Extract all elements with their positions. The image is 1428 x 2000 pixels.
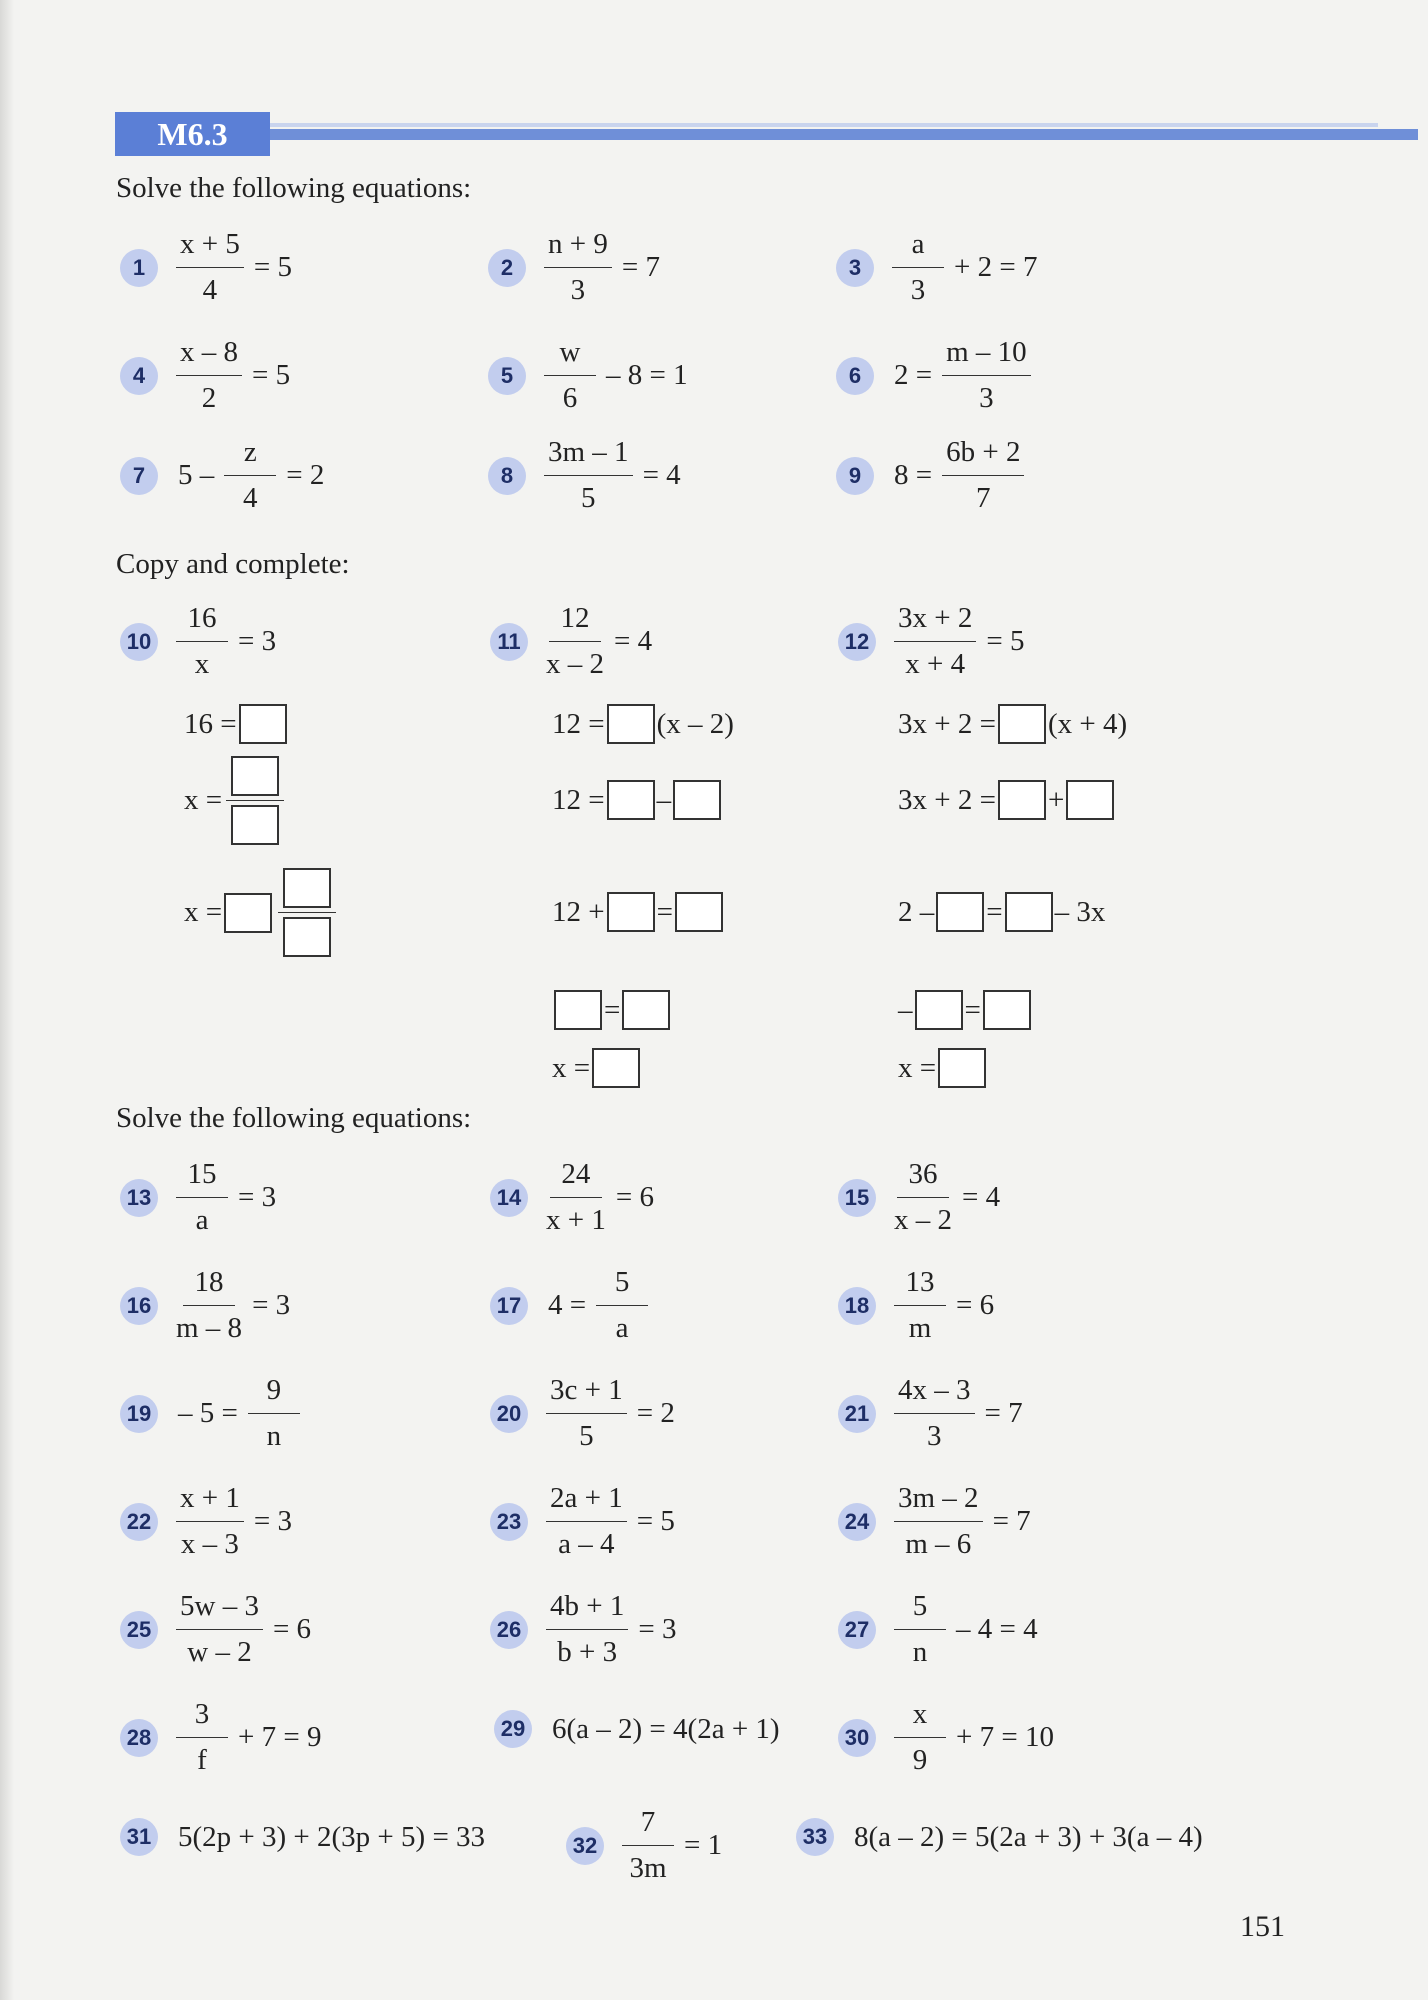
step-text: x =: [184, 784, 223, 816]
numerator: 5: [596, 1266, 648, 1306]
numerator: 18: [183, 1266, 235, 1306]
answer-box[interactable]: [607, 892, 655, 932]
question-2: [488, 228, 666, 307]
fraction: [176, 602, 228, 681]
fraction: [892, 228, 944, 307]
q12-step-5: [898, 1048, 988, 1088]
question-number: 24: [838, 1503, 876, 1541]
denominator: m – 8: [176, 1312, 243, 1344]
fraction: [546, 602, 604, 681]
answer-box[interactable]: [675, 892, 723, 932]
question-number: 17: [490, 1287, 528, 1325]
fraction: [176, 336, 242, 415]
question-number: 29: [494, 1710, 532, 1748]
denominator: 3: [979, 382, 994, 414]
numerator: x – 8: [176, 336, 242, 376]
q11-step-1: [552, 704, 734, 744]
q12-step-2: [898, 780, 1116, 820]
step-text: x =: [184, 896, 223, 928]
q11-step-3: [552, 892, 725, 932]
answer-box[interactable]: [983, 990, 1031, 1030]
question-27: [838, 1590, 1044, 1669]
question-number: 27: [838, 1611, 876, 1649]
section-header-bar-highlight: [268, 123, 1378, 127]
question-15: [838, 1158, 1006, 1237]
denominator: 6: [562, 382, 578, 414]
rhs: + 7 = 9: [238, 1721, 322, 1753]
question-number: 4: [120, 357, 158, 395]
question-4: [120, 336, 296, 415]
fraction: [894, 602, 976, 681]
fraction: [894, 1482, 983, 1561]
question-3: [836, 228, 1043, 307]
fraction: [176, 1158, 228, 1237]
fraction: [894, 1698, 946, 1777]
numerator: 3m – 2: [894, 1482, 983, 1522]
fraction-bar: [278, 912, 336, 913]
question-26: [490, 1590, 682, 1669]
answer-box-denominator[interactable]: [283, 917, 331, 957]
denominator: 7: [976, 482, 991, 514]
numerator: a: [892, 228, 944, 268]
denominator: x + 1: [546, 1204, 606, 1236]
denominator: 3: [570, 274, 586, 306]
answer-box[interactable]: [1005, 892, 1053, 932]
rhs: = 7: [984, 1397, 1023, 1429]
fraction: [596, 1266, 648, 1345]
numerator: 24: [550, 1158, 602, 1198]
question-28: [120, 1698, 327, 1777]
operator: =: [656, 895, 673, 928]
answer-box[interactable]: [592, 1048, 640, 1088]
q10-step-2: [184, 756, 288, 845]
question-number: 31: [120, 1818, 158, 1856]
fraction: [894, 1590, 946, 1669]
fraction: [942, 436, 1024, 515]
q12-step-4: [898, 990, 1033, 1030]
fraction: [546, 1482, 627, 1561]
question-7: [120, 436, 330, 515]
question-24: [838, 1482, 1037, 1561]
denominator: a: [195, 1204, 209, 1236]
rhs: = 7: [621, 251, 660, 283]
question-number: 19: [120, 1395, 158, 1433]
question-20: [490, 1374, 681, 1453]
answer-box[interactable]: [554, 990, 602, 1030]
denominator: m – 6: [905, 1528, 972, 1560]
denominator: 9: [912, 1744, 928, 1776]
step-text: 3x + 2 =: [898, 783, 996, 816]
fraction: [544, 228, 612, 307]
answer-box[interactable]: [607, 704, 655, 744]
numerator: x + 5: [176, 228, 244, 268]
question-32: [566, 1806, 728, 1885]
numerator: 7: [622, 1806, 674, 1846]
question-5: [488, 336, 694, 415]
denominator: n: [266, 1420, 282, 1452]
numerator: 6b + 2: [942, 436, 1024, 476]
q11-step-2: [552, 780, 723, 820]
denominator: 4: [243, 482, 258, 514]
heading-solve-1: Solve the following equations:: [116, 172, 472, 204]
question-number: 8: [488, 457, 526, 495]
box-fraction: [226, 756, 284, 845]
answer-box[interactable]: [622, 990, 670, 1030]
denominator: 3: [927, 1420, 942, 1452]
denominator: b + 3: [557, 1636, 618, 1668]
rhs: = 6: [956, 1289, 995, 1321]
operator: +: [1047, 783, 1065, 816]
numerator: 4b + 1: [546, 1590, 628, 1630]
step-text: (x + 4): [1047, 707, 1128, 740]
section-header-bar: [268, 129, 1418, 140]
page-gutter-shadow: [0, 0, 14, 2000]
fraction: [176, 1482, 244, 1561]
question-number: 10: [120, 623, 158, 661]
numerator: 12: [549, 602, 601, 642]
section-code: M6.3: [115, 112, 270, 156]
question-number: 22: [120, 1503, 158, 1541]
denominator: 2: [201, 382, 217, 414]
question-17: [490, 1266, 652, 1345]
numerator: 3x + 2: [894, 602, 976, 642]
box-fraction: [278, 868, 336, 957]
question-number: 16: [120, 1287, 158, 1325]
question-number: 3: [836, 249, 874, 287]
q12-step-3: [898, 892, 1105, 932]
question-31: [120, 1818, 491, 1856]
denominator: 3: [910, 274, 926, 306]
question-18: [838, 1266, 1000, 1345]
q12-step-1: [898, 704, 1127, 744]
question-number: 25: [120, 1611, 158, 1649]
step-text: x =: [552, 1051, 591, 1084]
question-23: [490, 1482, 681, 1561]
answer-box[interactable]: [936, 892, 984, 932]
operator: =: [964, 993, 981, 1026]
rhs: = 5: [986, 625, 1025, 657]
lhs: – 5 =: [178, 1397, 238, 1429]
question-number: 23: [490, 1503, 528, 1541]
answer-box-denominator[interactable]: [231, 805, 279, 845]
denominator: a – 4: [558, 1528, 615, 1560]
numerator: 15: [176, 1158, 228, 1198]
step-text: 12 +: [552, 895, 605, 928]
question-number: 21: [838, 1395, 876, 1433]
fraction: [894, 1266, 946, 1345]
operator: =: [604, 993, 621, 1026]
step-text: – 3x: [1054, 895, 1106, 928]
q11-step-4: [552, 990, 672, 1030]
rhs: = 4: [642, 459, 681, 491]
rhs: = 4: [614, 625, 653, 657]
question-number: 1: [120, 249, 158, 287]
step-text: 16 =: [184, 707, 237, 740]
question-number: 15: [838, 1179, 876, 1217]
numerator: 2a + 1: [546, 1482, 627, 1522]
lhs: 4 =: [548, 1289, 587, 1321]
lhs: 2 =: [894, 359, 933, 391]
denominator: n: [912, 1636, 928, 1668]
answer-box[interactable]: [1066, 780, 1114, 820]
question-number: 2: [488, 249, 526, 287]
answer-box[interactable]: [673, 780, 721, 820]
answer-box[interactable]: [915, 990, 963, 1030]
equation: 8(a – 2) = 5(2a + 3) + 3(a – 4): [854, 1820, 1203, 1853]
operator: –: [898, 993, 913, 1026]
fraction: [176, 1590, 263, 1669]
question-10: [120, 602, 282, 681]
denominator: 5: [579, 1420, 594, 1452]
rhs: = 3: [238, 1181, 277, 1213]
numerator: n + 9: [544, 228, 612, 268]
rhs: = 7: [992, 1505, 1031, 1537]
denominator: x + 4: [905, 648, 966, 680]
question-number: 12: [838, 623, 876, 661]
question-19: [120, 1374, 304, 1453]
denominator: a: [615, 1312, 629, 1344]
rhs: = 4: [962, 1181, 1001, 1213]
question-33: [796, 1818, 1209, 1856]
question-16: [120, 1266, 296, 1345]
rhs: – 8 = 1: [606, 359, 688, 391]
equation: 6(a – 2) = 4(2a + 1): [552, 1712, 780, 1745]
question-number: 7: [120, 457, 158, 495]
denominator: x – 2: [894, 1204, 952, 1236]
operator: =: [986, 895, 1003, 928]
step-text: 3x + 2 =: [898, 707, 996, 740]
question-number: 13: [120, 1179, 158, 1217]
answer-box[interactable]: [239, 704, 287, 744]
question-21: [838, 1374, 1029, 1453]
heading-solve-2: Solve the following equations:: [116, 1102, 472, 1134]
answer-box[interactable]: [998, 780, 1046, 820]
numerator: 5: [894, 1590, 946, 1630]
rhs: = 6: [272, 1613, 312, 1645]
question-number: 9: [836, 457, 874, 495]
fraction: [176, 228, 244, 307]
numerator: m – 10: [942, 336, 1031, 376]
question-number: 5: [488, 357, 526, 395]
denominator: x: [194, 648, 210, 680]
step-text: x =: [898, 1051, 937, 1084]
numerator: x + 1: [176, 1482, 244, 1522]
rhs: = 3: [252, 1289, 291, 1321]
rhs: = 3: [238, 625, 277, 657]
fraction: [894, 1158, 952, 1237]
fraction: [544, 336, 596, 415]
question-30: [838, 1698, 1060, 1777]
rhs: = 5: [636, 1505, 675, 1537]
question-12: [838, 602, 1030, 681]
numerator: 13: [894, 1266, 946, 1306]
numerator: x: [894, 1698, 946, 1738]
fraction: [176, 1266, 242, 1345]
heading-copy-complete: Copy and complete:: [116, 548, 350, 580]
answer-box-whole[interactable]: [224, 893, 272, 933]
question-22: [120, 1482, 298, 1561]
answer-box[interactable]: [998, 704, 1046, 744]
numerator: 4x – 3: [894, 1374, 975, 1414]
q10-step-3: [184, 868, 340, 957]
rhs: = 5: [252, 359, 291, 391]
rhs: + 7 = 10: [956, 1721, 1054, 1753]
operator: –: [656, 783, 672, 816]
rhs: = 5: [253, 251, 292, 283]
q10-step-1: [184, 704, 289, 744]
question-number: 6: [836, 357, 874, 395]
numerator: 9: [248, 1374, 300, 1414]
fraction: [546, 1590, 628, 1669]
question-number: 33: [796, 1818, 834, 1856]
answer-box-numerator[interactable]: [231, 756, 279, 796]
denominator: 3m: [629, 1852, 667, 1884]
lhs: 5 –: [178, 459, 215, 491]
rhs: = 6: [615, 1181, 654, 1213]
question-number: 28: [120, 1719, 158, 1757]
numerator: 3: [176, 1698, 228, 1738]
fraction: [622, 1806, 674, 1885]
fraction-bar: [226, 800, 284, 801]
denominator: x – 2: [546, 648, 604, 680]
fraction: [224, 436, 276, 515]
question-9: [836, 436, 1028, 515]
fraction: [546, 1374, 627, 1453]
numerator: 3m – 1: [544, 436, 633, 476]
question-1: [120, 228, 298, 307]
fraction: [894, 1374, 975, 1453]
rhs: = 2: [636, 1397, 675, 1429]
fraction: [176, 1698, 228, 1777]
question-number: 30: [838, 1719, 876, 1757]
answer-box-numerator[interactable]: [283, 868, 331, 908]
rhs: – 4 = 4: [956, 1613, 1038, 1645]
question-25: [120, 1590, 317, 1669]
q11-step-5: [552, 1048, 642, 1088]
step-text: (x – 2): [656, 707, 734, 740]
denominator: x – 3: [180, 1528, 239, 1560]
question-13: [120, 1158, 282, 1237]
numerator: z: [224, 436, 276, 476]
numerator: 36: [897, 1158, 949, 1198]
rhs: + 2 = 7: [954, 251, 1038, 283]
question-number: 11: [490, 623, 528, 661]
page-number: 151: [1240, 1910, 1285, 1943]
question-29: [494, 1710, 786, 1748]
fraction: [248, 1374, 300, 1453]
question-8: [488, 436, 687, 515]
step-text: 12 =: [552, 707, 605, 740]
question-number: 26: [490, 1611, 528, 1649]
numerator: w: [544, 336, 596, 376]
rhs: = 1: [684, 1829, 723, 1861]
fraction: [546, 1158, 606, 1237]
numerator: 5w – 3: [176, 1590, 263, 1630]
question-14: [490, 1158, 660, 1237]
denominator: m: [908, 1312, 932, 1344]
lhs: 8 =: [894, 459, 933, 491]
numerator: 3c + 1: [546, 1374, 627, 1414]
step-text: 2 –: [898, 895, 935, 928]
numerator: 16: [176, 602, 228, 642]
question-6: [836, 336, 1035, 415]
answer-box[interactable]: [938, 1048, 986, 1088]
step-text: 12 =: [552, 783, 605, 816]
denominator: 5: [581, 482, 596, 514]
fraction: [942, 336, 1031, 415]
rhs: = 3: [253, 1505, 292, 1537]
denominator: f: [197, 1744, 207, 1776]
rhs: = 2: [286, 459, 325, 491]
question-number: 14: [490, 1179, 528, 1217]
equation: 5(2p + 3) + 2(3p + 5) = 33: [178, 1820, 486, 1853]
rhs: = 3: [638, 1613, 677, 1645]
question-number: 32: [566, 1827, 604, 1865]
answer-box[interactable]: [607, 780, 655, 820]
question-number: 18: [838, 1287, 876, 1325]
question-11: [490, 602, 658, 681]
denominator: 4: [202, 274, 218, 306]
fraction: [544, 436, 633, 515]
question-number: 20: [490, 1395, 528, 1433]
denominator: w – 2: [187, 1636, 252, 1668]
